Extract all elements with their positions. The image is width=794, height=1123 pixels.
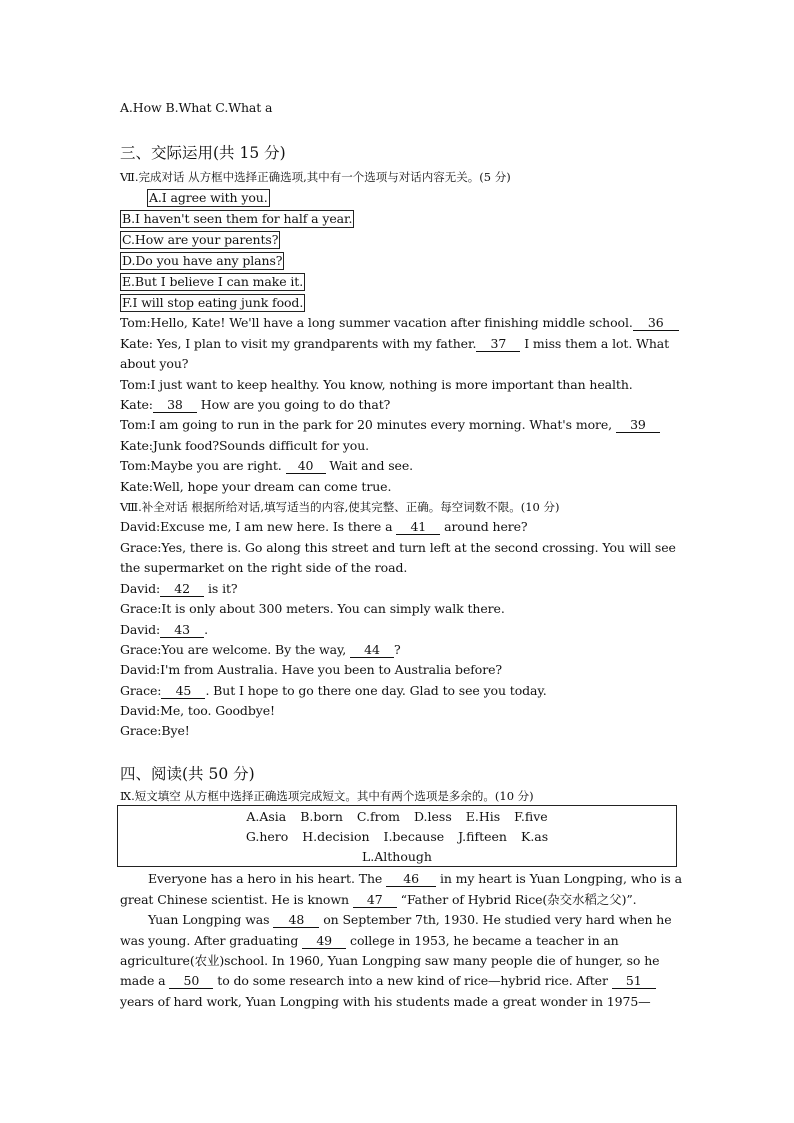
dialogue8-line: Grace:Yes, there is. Go along this street and turn left at the second crossing. You will see	[120, 540, 676, 555]
dialogue8-line: Grace:It is only about 300 meters. You can simply walk there.	[120, 601, 505, 616]
dialogue7-line: Kate: 38 How are you going to do that?	[120, 397, 391, 412]
dialogue8-line: David:Me, too. Goodbye!	[120, 703, 275, 718]
dialogue7-line: about you?	[120, 356, 189, 371]
blank-49[interactable]: 49	[302, 933, 346, 949]
dialogue8-line: David:Excuse me, I am new here. Is there a 41 around here?	[120, 519, 528, 534]
word-options-row: L.Although	[361, 849, 432, 864]
part7-instruction: Ⅶ.完成对话 从方框中选择正确选项,其中有一个选项与对话内容无关。(5 分)	[120, 170, 511, 184]
part8-instruction: Ⅷ.补全对话 根据所给对话,填写适当的内容,使其完整、正确。每空词数不限。(10 分)	[120, 500, 560, 514]
word-options-row: A.Asia B.born C.from D.less E.His F.five	[246, 809, 548, 824]
blank-50[interactable]: 50	[169, 973, 213, 989]
dialogue7-line: Kate:Well, hope your dream can come true.	[120, 479, 392, 494]
blank-44[interactable]: 44	[350, 642, 394, 658]
blank-47[interactable]: 47	[353, 892, 397, 908]
blank-48[interactable]: 48	[273, 912, 319, 928]
blank-37[interactable]: 37	[476, 336, 520, 352]
blank-51[interactable]: 51	[612, 973, 656, 989]
dialogue7-line: Tom:Maybe you are right. 40 Wait and see.	[120, 458, 414, 473]
blank-43[interactable]: 43	[160, 622, 204, 638]
blank-36[interactable]: 36	[633, 315, 679, 331]
dialogue7-line: Kate: Yes, I plan to visit my grandparents with my father. 37 I miss them a lot. What	[120, 336, 670, 351]
blank-46[interactable]: 46	[386, 871, 436, 887]
option-e: E.But I believe I can make it.	[122, 274, 304, 289]
part9-instruction: Ⅸ.短文填空 从方框中选择正确选项完成短文。其中有两个选项是多余的。(10 分)	[120, 789, 534, 803]
blank-38[interactable]: 38	[153, 397, 197, 413]
blank-41[interactable]: 41	[396, 519, 440, 535]
blank-39[interactable]: 39	[616, 417, 660, 433]
option-a: A.I agree with you.	[149, 190, 268, 205]
dialogue8-line: David: 43 .	[120, 622, 209, 637]
section3-title: 三、交际运用(共 15 分)	[120, 144, 286, 162]
option-c: C.How are your parents?	[122, 232, 279, 247]
option-d: D.Do you have any plans?	[122, 253, 283, 268]
dialogue7-line: Kate:Junk food?Sounds difficult for you.	[120, 438, 370, 453]
blank-45[interactable]: 45	[161, 683, 205, 699]
passage-line: agriculture(农业)school. In 1960, Yuan Longping saw many people die of hunger, so he	[120, 953, 660, 968]
passage-line: Everyone has a hero in his heart. The 46 in my heart is Yuan Longping, who is a	[148, 871, 682, 886]
blank-42[interactable]: 42	[160, 581, 204, 597]
option-b: B.I haven't seen them for half a year.	[122, 211, 353, 226]
dialogue8-line: Grace:Bye!	[120, 723, 190, 738]
dialogue7-line: Tom:I just want to keep healthy. You know, nothing is more important than health.	[120, 377, 633, 392]
blank-40[interactable]: 40	[286, 458, 326, 474]
dialogue7-line: Tom:I am going to run in the park for 20 minutes every morning. What's more, 39	[120, 415, 660, 435]
dialogue8-line: David: 42 is it?	[120, 581, 238, 596]
passage-line: great Chinese scientist. He is known 47 “Father of Hybrid Rice(杂交水稻之父)”.	[120, 892, 637, 907]
dialogue8-line: Grace: 45 . But I hope to go there one day. Glad to see you today.	[120, 683, 547, 698]
passage-line: was young. After graduating 49 college in 1953, he became a teacher in an	[120, 933, 619, 948]
passage-line: made a 50 to do some research into a new kind of rice—hybrid rice. After 51	[120, 971, 656, 991]
dialogue7-line: Tom:Hello, Kate! We'll have a long summer vacation after finishing middle school. 36	[120, 313, 679, 333]
section4-title: 四、阅读(共 50 分)	[120, 765, 255, 783]
dialogue8-line: the supermarket on the right side of the road.	[120, 560, 408, 575]
dialogue8-line: Grace:You are welcome. By the way, 44 ?	[120, 642, 401, 657]
word-options-box	[117, 805, 677, 867]
top-options: A.How B.What C.What a	[120, 100, 273, 115]
dialogue8-line: David:I'm from Australia. Have you been to Australia before?	[120, 662, 502, 677]
word-options-row: G.hero H.decision I.because J.fifteen K.as	[245, 829, 549, 844]
passage-line: Yuan Longping was 48 on September 7th, 1930. He studied very hard when he	[148, 912, 672, 927]
option-f: F.I will stop eating junk food.	[122, 295, 304, 310]
passage-line: years of hard work, Yuan Longping with his students made a great wonder in 1975—	[120, 994, 651, 1009]
